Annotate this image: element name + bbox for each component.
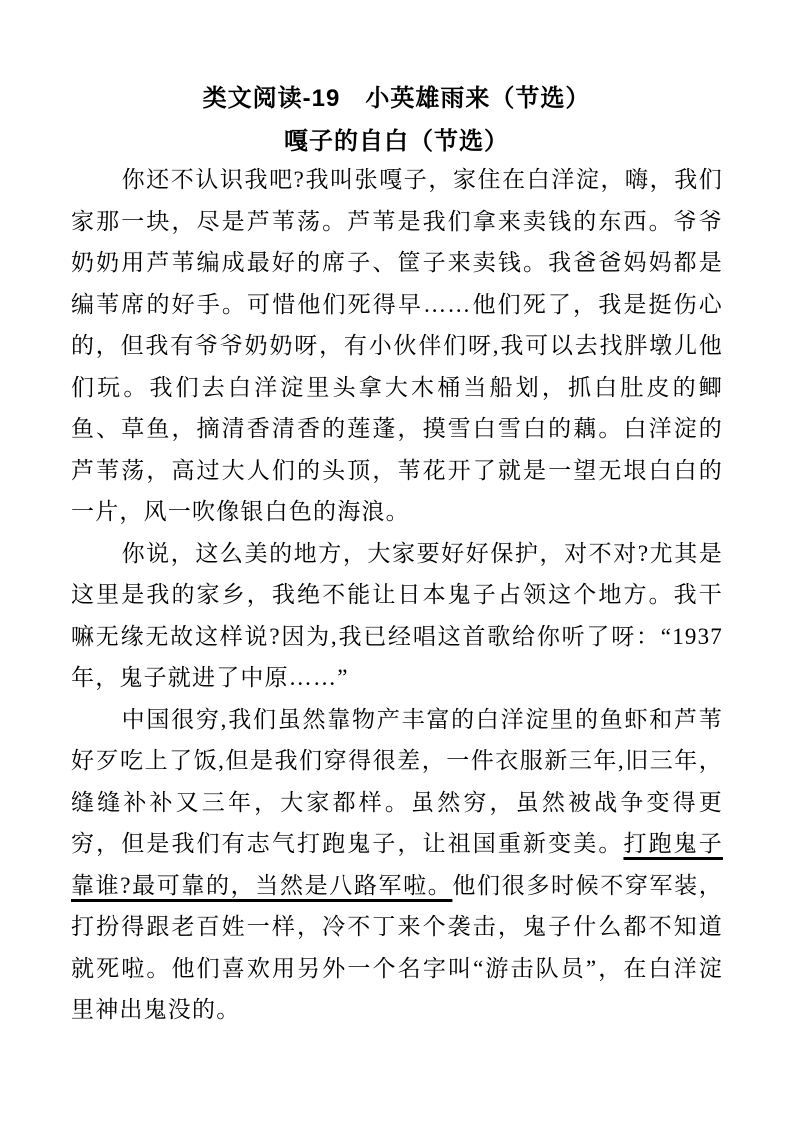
document-subtitle: 嘎子的自白（节选） <box>284 128 509 155</box>
text-segment: 他们很多时候不穿军装，打扮得跟老百姓一样，冷不丁来个袭击，鬼子什么都不知道就死啦。他们喜欢用另外一个名字叫“游击队员”，在白洋淀里神出鬼没的。 <box>71 872 723 1022</box>
text-segment: 你还不认识我吧?我叫张嘎子，家住在白洋淀，嗨，我们家那一块，尽是芦苇荡。芦苇是我们拿来卖钱的东西。爷爷奶奶用芦苇编成最好的席子、筐子来卖钱。我爸爸妈妈都是编苇席的好手。可惜他们死得早……他们死了，我是挺伤心的，但我有爷爷奶奶呀，有小伙伴们呀,我可以去找胖墩儿他们玩。我们去白洋淀里头拿大木桶当船划，抓白肚皮的鲫鱼、草鱼，摘清香清香的莲蓬，摸雪白雪白的藕。白洋淀的芦苇荡，高过大人们的头顶，苇花开了就是一望无垠白白的一片，风一吹像银白色的海浪。 <box>71 167 723 524</box>
paragraph <box>71 159 723 533</box>
text-segment: 你说，这么美的地方，大家要好好保护，对不对?尤其是这里是我的家乡，我绝不能让日本鬼子占领这个地方。我干嘛无缘无故这样说?因为,我已经唱这首歌给你听了呀：“1937年，鬼子就进了中原……” <box>71 540 723 690</box>
paragraph <box>71 533 723 699</box>
document-title: 类文阅读-19 小英雄雨来（节选） <box>202 85 591 112</box>
underlined-text: 打跑鬼子靠谁?最可靠的，当然是八路军啦。 <box>71 831 723 898</box>
paragraph <box>71 699 723 1031</box>
text-segment: 中国很穷,我们虽然靠物产丰富的白洋淀里的鱼虾和芦苇好歹吃上了饭,但是我们穿得很差，一件衣服新三年,旧三年，缝缝补补又三年，大家都样。虽然穷，虽然被战争变得更穷，但是我们有志气打跑鬼子，让祖国重新变美。 <box>71 706 723 856</box>
document-body <box>71 159 723 1031</box>
